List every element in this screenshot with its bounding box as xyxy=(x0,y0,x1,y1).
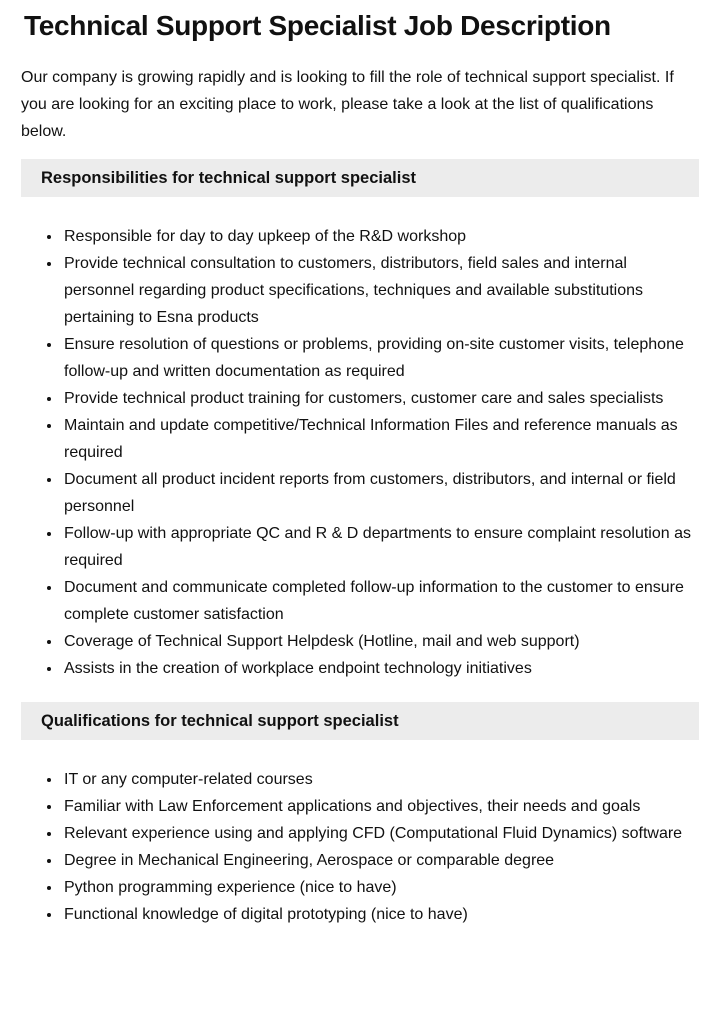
list-item: • Assists in the creation of workplace endpoint technology initiatives xyxy=(62,655,699,682)
list-item: • IT or any computer-related courses xyxy=(62,766,699,793)
list-item: • Ensure resolution of questions or problems, providing on-site customer visits, telephone follow-up and written documentation as required xyxy=(62,331,699,385)
page-title: Technical Support Specialist Job Description xyxy=(24,10,611,41)
qualifications-list xyxy=(21,766,699,928)
list-item: • Functional knowledge of digital prototyping (nice to have) xyxy=(62,901,699,928)
section-qualifications xyxy=(21,702,699,928)
list-item: • Responsible for day to day upkeep of the R&D workshop xyxy=(62,223,699,250)
section-heading-qualifications: Qualifications for technical support specialist xyxy=(21,702,699,740)
section-responsibilities xyxy=(21,159,699,682)
responsibilities-list xyxy=(21,223,699,682)
list-item: • Follow-up with appropriate QC and R & D departments to ensure complaint resolution as required xyxy=(62,520,699,574)
intro-paragraph: Our company is growing rapidly and is looking to fill the role of technical support specialist. If you are looking for an exciting place to work, please take a look at the list of qualifications below. xyxy=(21,69,674,140)
list-item: • Familiar with Law Enforcement applications and objectives, their needs and goals xyxy=(62,793,699,820)
list-item: • Provide technical consultation to customers, distributors, field sales and internal personnel regarding product specifications, techniques and available substitutions pertaining to Esna products xyxy=(62,250,699,331)
list-item: • Maintain and update competitive/Technical Information Files and reference manuals as required xyxy=(62,412,699,466)
list-item: • Document and communicate completed follow-up information to the customer to ensure complete customer satisfaction xyxy=(62,574,699,628)
list-item: • Relevant experience using and applying CFD (Computational Fluid Dynamics) software xyxy=(62,820,699,847)
list-item: • Provide technical product training for customers, customer care and sales specialists xyxy=(62,385,699,412)
list-item: • Document all product incident reports from customers, distributors, and internal or field personnel xyxy=(62,466,699,520)
list-item: • Python programming experience (nice to have) xyxy=(62,874,699,901)
list-item: • Degree in Mechanical Engineering, Aerospace or comparable degree xyxy=(62,847,699,874)
section-heading-responsibilities: Responsibilities for technical support specialist xyxy=(21,159,699,197)
list-item: • Coverage of Technical Support Helpdesk (Hotline, mail and web support) xyxy=(62,628,699,655)
